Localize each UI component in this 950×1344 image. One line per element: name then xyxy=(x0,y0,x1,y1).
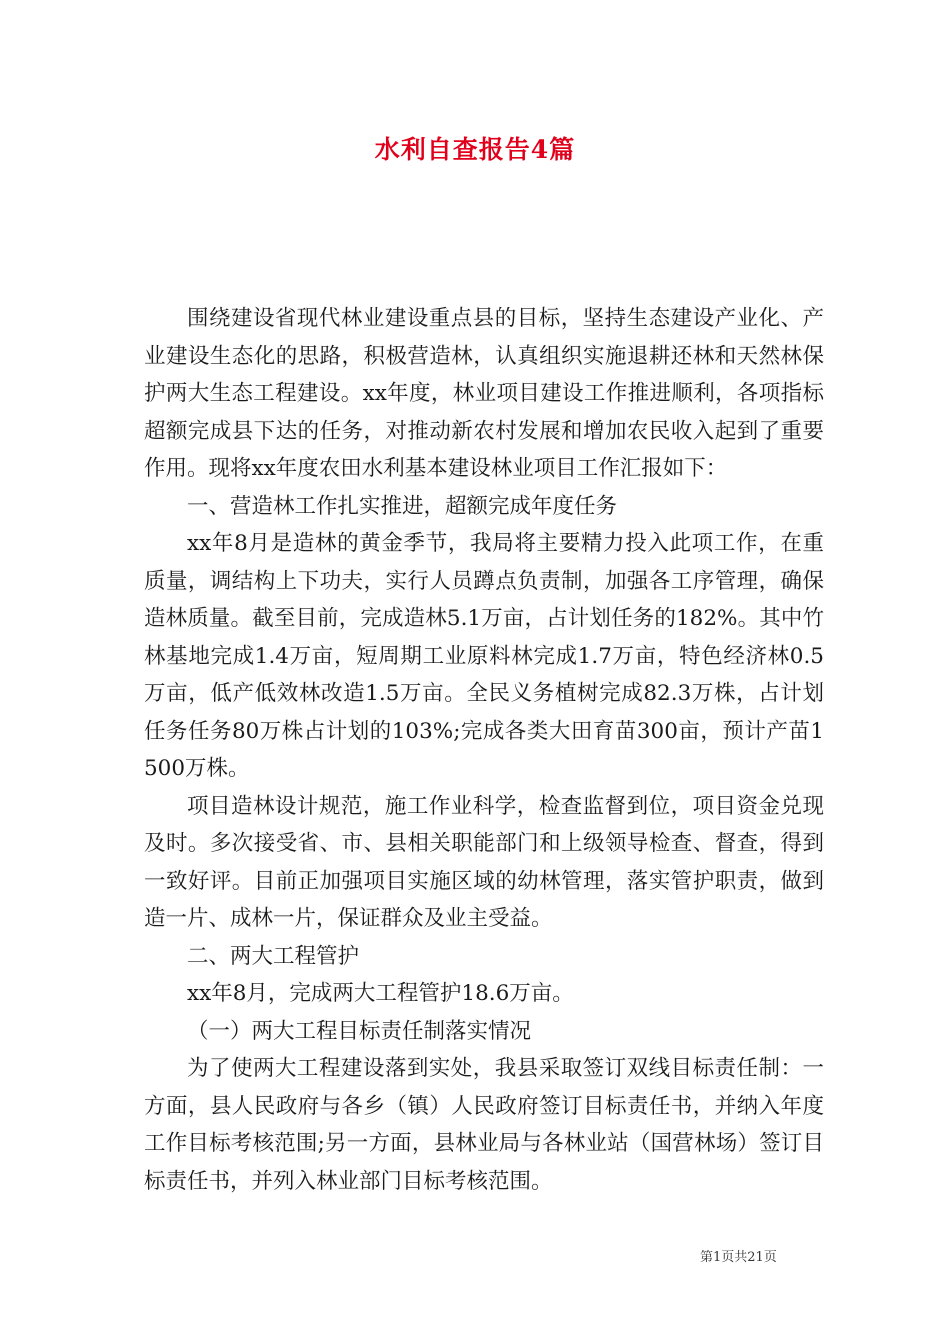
document-title: 水利自查报告4篇 xyxy=(374,135,576,164)
paragraph-protection-total: xx年8月，完成两大工程管护18.6万亩。 xyxy=(187,981,574,1006)
page-number: 第1页共21页 xyxy=(700,1250,777,1265)
paragraph-responsibility: 为了使两大工程建设落到实处，我县采取签订双线目标责任制：一方面，县人民政府与各乡（镇）人民政府签订目标责任书，并纳入年度工作目标考核范围;另一方面，县林业局与各林业站（国营林场）签订目标责任书，并列入林业部门目标考核范围。 xyxy=(144,1056,824,1194)
paragraph-project-quality: 项目造林设计规范，施工作业科学，检查监督到位，项目资金兑现及时。多次接受省、市、县相关职能部门和上级领导检查、督查，得到一致好评。目前正加强项目实施区域的幼林管理，落实管护职责，做到造一片、成林一片，保证群众及业主受益。 xyxy=(144,793,824,931)
document-body xyxy=(144,300,824,1200)
section-heading-1: 一、营造林工作扎实推进，超额完成年度任务 xyxy=(187,493,618,519)
section-heading-2: 二、两大工程管护 xyxy=(187,943,360,969)
paragraph-intro: 围绕建设省现代林业建设重点县的目标，坚持生态建设产业化、产业建设生态化的思路，积极营造林，认真组织实施退耕还林和天然林保护两大生态工程建设。xx年度，林业项目建设工作推进顺利，各项指标超额完成县下达的任务，对推动新农村发展和增加农民收入起到了重要作用。现将xx年度农田水利基本建设林业项目工作汇报如下： xyxy=(144,306,824,481)
subsection-heading-1: （一）两大工程目标责任制落实情况 xyxy=(187,1018,532,1044)
paragraph-afforestation: xx年8月是造林的黄金季节，我局将主要精力投入此项工作，在重质量，调结构上下功夫，实行人员蹲点负责制，加强各工序管理，确保造林质量。截至目前，完成造林5.1万亩，占计划任务的182%。其中竹林基地完成1.4万亩，短周期工业原料林完成1.7万亩，特色经济林0.5万亩，低产低效林改造1.5万亩。全民义务植树完成82.3万株，占计划任务任务80万株占计划的103%;完成各类大田育苗300亩，预计产苗1500万株。 xyxy=(144,531,824,781)
